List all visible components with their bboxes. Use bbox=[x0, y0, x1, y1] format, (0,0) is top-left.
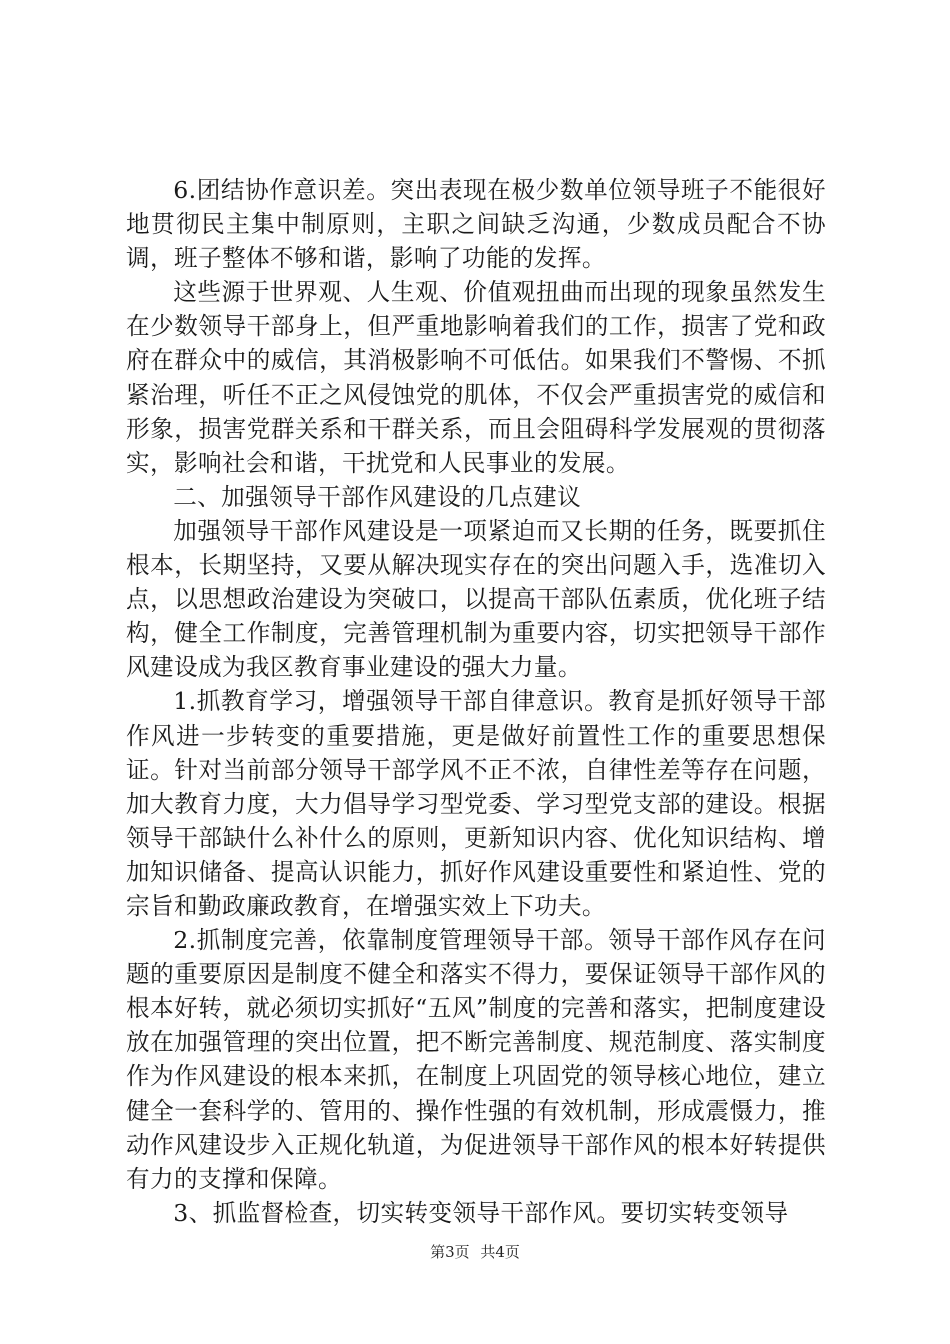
paragraph-item-3-supervision: 3、抓监督检查，切实转变领导干部作风。要切实转变领导 bbox=[173, 1198, 789, 1227]
paragraph-consequences: 这些源于世界观、人生观、价值观扭曲而出现的现象虽然发生在少数领导干部身上，但严重地影响着我们的工作，损害了党和政府在群众中的威信，其消极影响不可低估。如果我们不警惕、不抓紧治理，听任不正之风侵蚀党的肌体，不仅会严重损害党的威信和形象，损害党群关系和干群关系，而且会阻碍科学发展观的贯彻落实，影响社会和谐，干扰党和人民事业的发展。 bbox=[126, 278, 826, 477]
page-total: 共4页 bbox=[480, 1243, 520, 1261]
section-heading-suggestions: 二、加强领导干部作风建设的几点建议 bbox=[173, 482, 582, 511]
paragraph-item-6-teamwork: 6.团结协作意识差。突出表现在极少数单位领导班子不能很好地贯彻民主集中制原则，主职之间缺乏沟通，少数成员配合不协调，班子整体不够和谐，影响了功能的发挥。 bbox=[126, 176, 826, 273]
page-footer bbox=[0, 1241, 950, 1262]
paragraph-item-1-education: 1.抓教育学习，增强领导干部自律意识。教育是抓好领导干部作风进一步转变的重要措施，更是做好前置性工作的重要思想保证。针对当前部分领导干部学风不正不浓，自律性差等存在问题，加大教育力度，大力倡导学习型党委、学习型党支部的建设。根据领导干部缺什么补什么的原则，更新知识内容、优化知识结构、增加知识储备、提高认识能力，抓好作风建设重要性和紧迫性、党的宗旨和勤政廉政教育，在增强实效上下功夫。 bbox=[126, 687, 826, 920]
page-number: 第3页 bbox=[430, 1243, 470, 1261]
paragraph-item-2-system: 2.抓制度完善，依靠制度管理领导干部。领导干部作风存在问题的重要原因是制度不健全和落实不得力，要保证领导干部作风的根本好转，就必须切实抓好“五风”制度的完善和落实，把制度建设放在加强管理的突出位置，把不断完善制度、规范制度、落实制度作为作风建设的根本来抓，在制度上巩固党的领导核心地位，建立健全一套科学的、管用的、操作性强的有效机制，形成震慑力，推动作风建设步入正规化轨道，为促进领导干部作风的根本好转提供有力的支撑和保障。 bbox=[126, 926, 826, 1193]
paragraph-suggestions-intro: 加强领导干部作风建设是一项紧迫而又长期的任务，既要抓住根本，长期坚持，又要从解决现实存在的突出问题入手，选准切入点，以思想政治建设为突破口，以提高干部队伍素质，优化班子结构，健全工作制度，完善管理机制为重要内容，切实把领导干部作风建设成为我区教育事业建设的强大力量。 bbox=[126, 516, 826, 682]
document-body bbox=[126, 173, 826, 1230]
